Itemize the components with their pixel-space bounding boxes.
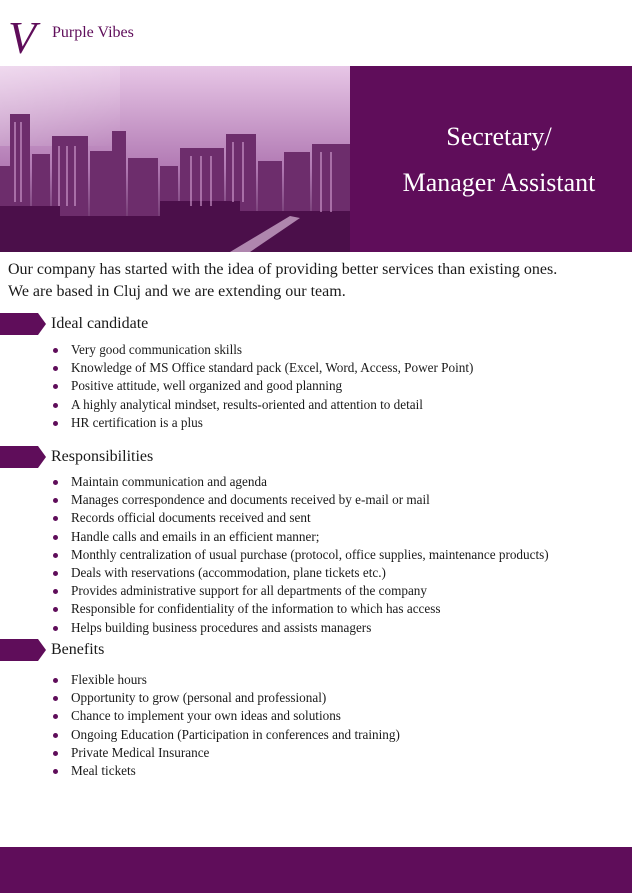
section-title: Responsibilities (51, 448, 154, 465)
header-banner (0, 66, 632, 252)
section-header (0, 444, 632, 470)
list-item: Helps building business procedures and assists managers (0, 619, 632, 637)
brand-logo (8, 12, 208, 63)
intro-line-1: Our company has started with the idea of providing better services than existing ones. (8, 261, 558, 278)
section-title: Benefits (51, 641, 105, 658)
list-item: A highly analytical mindset, results-oriented and attention to detail (0, 396, 632, 414)
list-item: Provides administrative support for all departments of the company (0, 582, 632, 600)
list-item: Private Medical Insurance (0, 744, 632, 762)
responsibilities-list (0, 473, 632, 637)
list-item: Meal tickets (0, 762, 632, 780)
arrow-tag-icon (0, 313, 46, 335)
list-item: Maintain communication and agenda (0, 473, 632, 491)
brand-mark: V (8, 12, 37, 63)
list-item: Manages correspondence and documents received by e-mail or mail (0, 491, 632, 509)
section-header (0, 311, 632, 337)
footer-bar (0, 847, 632, 893)
job-title (368, 114, 630, 206)
section-benefits (0, 637, 632, 780)
list-item: Chance to implement your own ideas and solutions (0, 707, 632, 725)
benefits-list (0, 671, 632, 780)
list-item: Responsible for confidentiality of the information to which has access (0, 600, 632, 618)
arrow-tag-icon (0, 446, 46, 468)
section-title: Ideal candidate (51, 315, 149, 332)
cityscape-image (0, 66, 350, 252)
list-item: Records official documents received and sent (0, 509, 632, 527)
list-item: Handle calls and emails in an efficient manner; (0, 528, 632, 546)
brand-name: Purple Vibes (52, 24, 134, 41)
list-item: Flexible hours (0, 671, 632, 689)
list-item: Ongoing Education (Participation in conferences and training) (0, 726, 632, 744)
list-item: Monthly centralization of usual purchase (protocol, office supplies, maintenance products) (0, 546, 632, 564)
list-item: Positive attitude, well organized and good planning (0, 377, 632, 395)
section-header (0, 637, 632, 663)
intro-line-2: We are based in Cluj and we are extending our team. (8, 283, 346, 300)
section-ideal-candidate (0, 311, 632, 432)
arrow-tag-icon (0, 639, 46, 661)
list-item: Very good communication skills (0, 341, 632, 359)
company-intro (8, 259, 624, 303)
list-item: Knowledge of MS Office standard pack (Excel, Word, Access, Power Point) (0, 359, 632, 377)
list-item: HR certification is a plus (0, 414, 632, 432)
job-title-line-2: Manager Assistant (402, 168, 596, 197)
section-responsibilities (0, 444, 632, 637)
list-item: Deals with reservations (accommodation, plane tickets etc.) (0, 564, 632, 582)
job-title-line-1: Secretary/ (446, 122, 552, 151)
ideal-candidate-list (0, 341, 632, 432)
list-item: Opportunity to grow (personal and professional) (0, 689, 632, 707)
